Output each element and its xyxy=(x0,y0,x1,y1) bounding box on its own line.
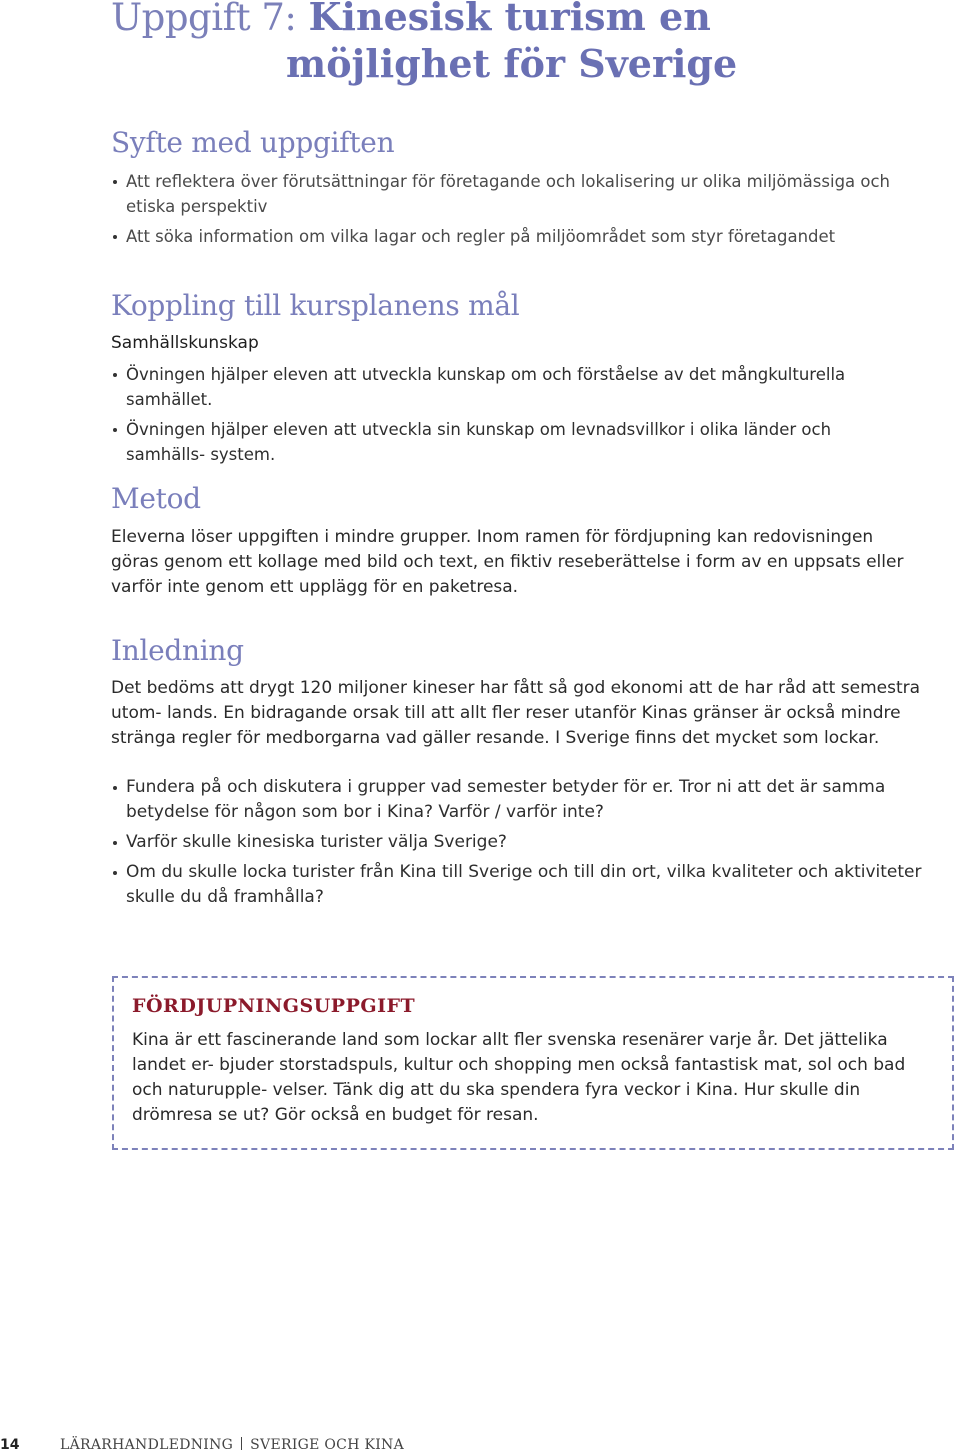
heading-metod: Metod xyxy=(111,482,201,515)
inledning-text: Det bedöms att drygt 120 miljoner kineser har fått så god ekonomi att de har råd att semestra utom- lands. En bidragande orsak till att allt fler reser utanför Kinas gränser är också mindre stränga regler för medborgarna vad gäller resande. I Sverige finns det mycket som lockar. xyxy=(111,678,921,748)
list-item: Att söka information om vilka lagar och regler på miljöområdet som styr företagandet xyxy=(111,224,941,249)
footer-right: SVERIGE OCH KINA xyxy=(250,1437,404,1453)
heading-inledning: Inledning xyxy=(111,634,244,667)
subject-label: Samhällskunskap xyxy=(111,333,259,353)
page-title xyxy=(111,0,737,87)
footer-left: LÄRARHANDLEDNING xyxy=(60,1437,234,1453)
heading-syfte: Syfte med uppgiften xyxy=(111,126,395,159)
fordjupning-text: Kina är ett fascinerande land som lockar allt fler svenska resenärer varje år. Det jättelika landet er- bjuder storstadspuls, kultur och shopping men också fantastisk mat, sol och bad och naturupple- velser. Tänk dig att du ska spendera fyra veckor i Kina. Hur skulle din drömresa se ut? Gör också en budget för resan. xyxy=(132,1030,906,1125)
heading-koppling: Koppling till kursplanens mål xyxy=(111,289,520,322)
list-item: Övningen hjälper eleven att utveckla kunskap om och förståelse av det mångkulturella samhället. xyxy=(111,362,911,412)
title-line-1: Kinesisk turism en xyxy=(308,0,711,39)
metod-text: Eleverna löser uppgiften i mindre grupper. Inom ramen för fördjupning kan redovisningen göras genom ett kollage med bild och text, en fiktiv reseberättelse i form av en uppsats eller varför inte genom ett upplägg för en paketresa. xyxy=(111,527,904,597)
list-item: Fundera på och diskutera i grupper vad semester betyder för er. Tror ni att det är samma betydelse för någon som bor i Kina? Varför / varför inte? xyxy=(111,775,951,825)
inledning-list xyxy=(111,775,951,915)
fordjupning-heading: FÖRDJUPNINGSUPPGIFT xyxy=(132,995,416,1017)
list-item: Övningen hjälper eleven att utveckla sin kunskap om levnadsvillkor i olika länder och samhälls- system. xyxy=(111,417,911,467)
footer-book-title xyxy=(60,1436,404,1454)
fordjupning-box xyxy=(112,976,954,1150)
syfte-list xyxy=(111,169,941,254)
list-item: Varför skulle kinesiska turister välja Sverige? xyxy=(111,830,951,855)
list-item: Om du skulle locka turister från Kina till Sverige och till din ort, vilka kvaliteter och aktiviteter skulle du då framhålla? xyxy=(111,860,951,910)
list-item: Att reflektera över förutsättningar för företagande och lokalisering ur olika miljömässiga och etiska perspektiv xyxy=(111,169,941,219)
title-prefix: Uppgift 7: xyxy=(111,0,297,39)
koppling-list xyxy=(111,362,911,472)
page-number: 14 xyxy=(0,1437,20,1453)
footer-divider xyxy=(241,1437,242,1450)
title-line-2: möjlighet för Sverige xyxy=(286,41,738,86)
